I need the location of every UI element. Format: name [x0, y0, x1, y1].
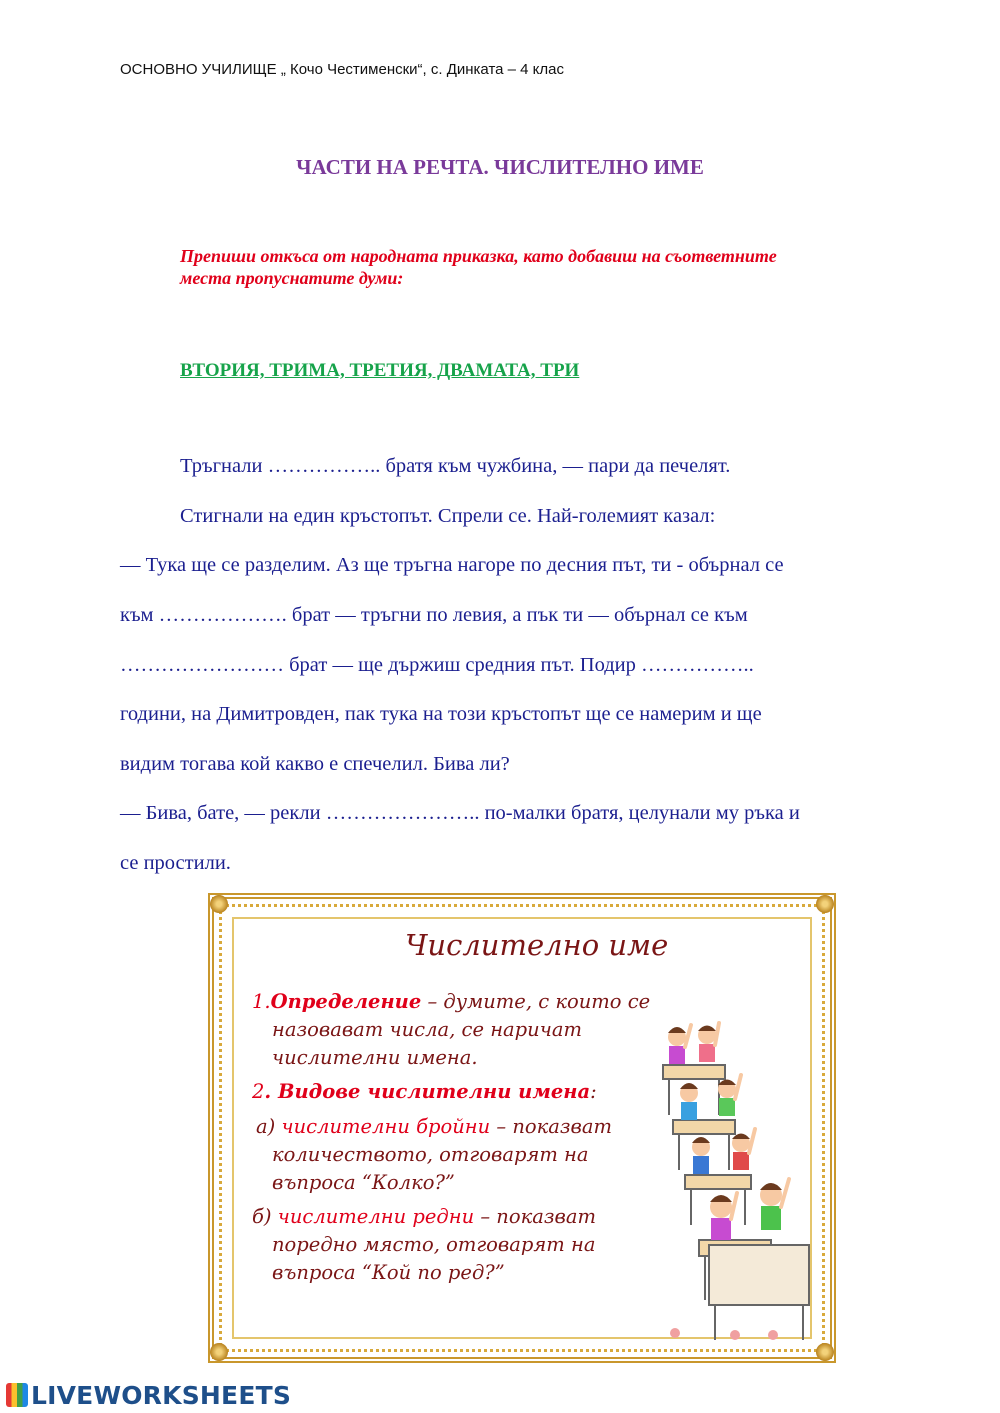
story-line-1: Тръгнали …………….. братя към чужбина, — пари да печелят.: [180, 455, 731, 477]
cardinal-prefix: а): [256, 1115, 282, 1138]
card-cardinal-line-3: въпроса “Колко?”: [272, 1171, 455, 1194]
card-ordinal-line-1: [252, 1205, 596, 1228]
story-line-9: се простили.: [120, 852, 231, 874]
card-ordinal-line-3: въпроса “Кой по ред?”: [272, 1261, 505, 1284]
story-line-6: години, на Димитровден, пак тука на този кръстопът ще се намерим и ще: [120, 703, 762, 725]
students-raising-hands-illustration: [655, 1015, 810, 1345]
cardinal-text: – показват: [490, 1115, 612, 1138]
story-line-3: — Тука ще се разделим. Аз ще тръгна нагоре по десния път, ти - обърнал се: [120, 554, 784, 576]
types-colon: :: [590, 1080, 597, 1103]
frame-corner-ornament: [210, 1343, 228, 1361]
page-title: ЧАСТИ НА РЕЧТА. ЧИСЛИТЕЛНО ИМЕ: [296, 155, 704, 179]
story-line-4: към ………………. брат — тръгни по левия, а пък ти — обърнал се към: [120, 604, 748, 626]
cardinal-label: числителни бройни: [281, 1115, 491, 1138]
card-ordinal-line-2: поредно място, отговарят на: [272, 1233, 596, 1256]
story-line-7: видим тогава кой какво е спечелил. Бива ли?: [120, 753, 510, 775]
word-bank: ВТОРИЯ, ТРИМА, ТРЕТИЯ, ДВАМАТА, ТРИ: [180, 360, 580, 381]
types-label: . Видове числителни имена: [264, 1080, 591, 1103]
card-definition-line-2: назовават числа, се наричат: [272, 1018, 582, 1041]
ordinal-prefix: б): [252, 1205, 278, 1228]
logo-text: LIVEWORKSHEETS: [31, 1381, 292, 1410]
card-cardinal-line-1: [256, 1115, 612, 1138]
story-line-8: — Бива, бате, — рекли ………………….. по-малки братя, целунали му ръка и: [120, 802, 800, 824]
school-header: ОСНОВНО УЧИЛИЩЕ „ Кочо Честименски“, с. Динката – 4 клас: [120, 61, 564, 78]
liveworksheets-logo[interactable]: [6, 1381, 291, 1410]
ordinal-label: числителни редни: [277, 1205, 475, 1228]
card-title: Числително име: [405, 928, 669, 962]
card-cardinal-line-2: количеството, отговарят на: [272, 1143, 589, 1166]
card-types-heading: [252, 1080, 597, 1103]
story-line-5: …………………… брат — ще държиш средния път. Подир ……………..: [120, 654, 754, 676]
frame-corner-ornament: [816, 1343, 834, 1361]
instruction: [180, 245, 900, 289]
types-number: 2: [252, 1080, 265, 1103]
instruction-line-2: места пропуснатите думи:: [180, 268, 404, 288]
logo-icon: [6, 1383, 28, 1407]
definition-text: – думите, с които се: [421, 990, 651, 1013]
frame-corner-ornament: [816, 895, 834, 913]
card-definition-line-1: [252, 990, 650, 1013]
definition-number: 1.: [252, 990, 271, 1013]
ordinal-text: – показват: [474, 1205, 596, 1228]
card-definition-line-3: числителни имена.: [272, 1046, 478, 1069]
instruction-line-1: Препиши откъса от народната приказка, като добавиш на съответните: [180, 246, 777, 266]
story-line-2: Стигнали на един кръстопът. Спрели се. Най-големият казал:: [180, 505, 716, 527]
definition-label: Определение: [270, 990, 422, 1013]
frame-corner-ornament: [210, 895, 228, 913]
